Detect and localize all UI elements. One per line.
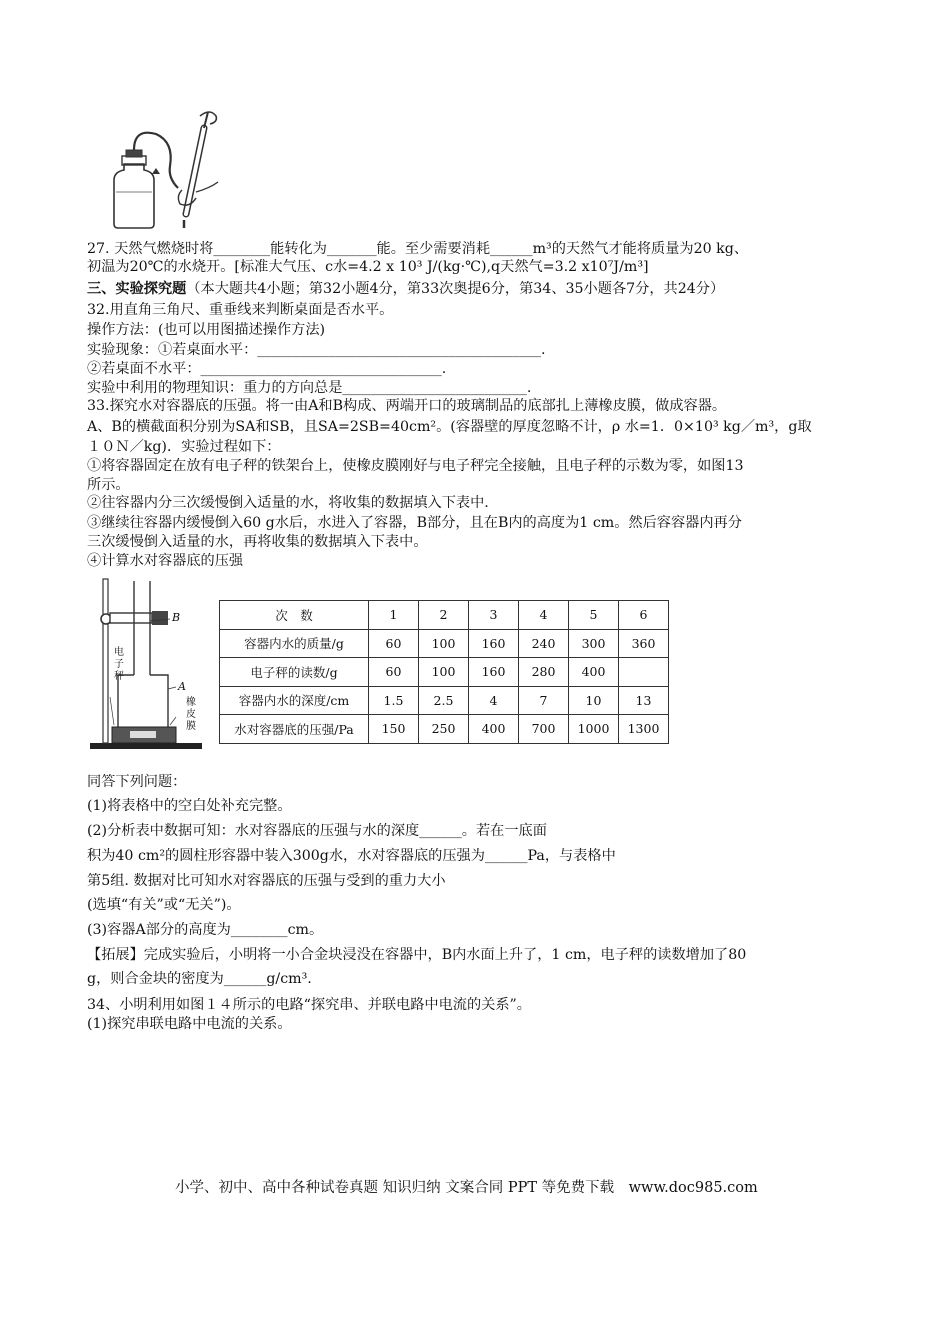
q33-line8: 三次缓慢倒入适量的水，再将收集的数据填入下表中。 [87,534,428,550]
q27-line1: 27. 天然气燃烧时将________能转化为_______能。至少需要消耗______m³的天然气才能将质量为20 kg、 [87,241,749,257]
stand-container-figure [88,577,210,757]
table-cell: 400 [469,715,519,744]
q34-line2: (1)探究串联电路中电流的关系。 [87,1016,292,1032]
q33-line7: ③继续往容器内缓慢倒入60 g水后，水进入了容器，B部分，且在B内的高度为1 cm。然后容容器内再分 [87,515,742,531]
table-row [220,658,669,687]
table-header-cell: 5 [569,601,619,630]
table-cell: 280 [519,658,569,687]
table-cell: 10 [569,686,619,715]
section-three-note: （本大题共4小题；第32小题4分，第33次奥提6分，第34、35小题各7分，共24分） [186,281,725,297]
q27-line2: 初温为20℃的水烧开。[标准大气压、c水=4.2 x 10³ J/(kg·℃),q天然气=3.2 x10⁷J/m³] [87,259,649,275]
sub-question-2-line4: (选填“有关”或“无关”)。 [87,897,241,913]
label-b: B [172,611,181,624]
table-header-row [220,601,669,630]
table-header-cell: 1 [369,601,419,630]
table-cell: 60 [369,658,419,687]
label-a: A [178,680,186,693]
section-three-heading [87,280,724,299]
sub-question-2-line3: 第5组. 数据对比可知水对容器底的压强与受到的重力大小 [87,873,446,889]
table-header-cell: 6 [619,601,669,630]
q33-line2: A、B的横截面积分别为SA和SB，且SA=2SB=40cm²。(容器壁的厚度忽略不计，ρ 水=1．0×10³ kg／m³，g取 [87,419,812,435]
sub-question-2-line1: (2)分析表中数据可知：水对容器底的压强与水的深度______。若在一底面 [87,823,547,839]
table-header-cell: 2 [419,601,469,630]
q32-line4: ②若桌面不水平：__________________________________. [87,361,447,377]
table-header-cell: 4 [519,601,569,630]
table-cell: 100 [419,629,469,658]
q33-line3: １０Ｎ／kg)．实验过程如下： [87,439,281,455]
bottle-pump-figure [100,108,230,233]
data-table [219,600,669,744]
table-cell: 400 [569,658,619,687]
q33-line1: 33.探究水对容器底的压强。将一由A和B构成、两端开口的玻璃制品的底部扎上薄橡皮膜，做成容器。 [87,398,727,414]
answer-intro: 同答下列问题： [87,774,187,790]
table-row [220,715,669,744]
sub-question-2-line2: 积为40 cm²的圆柱形容器中装入300g水，水对容器底的压强为______Pa，与表格中 [87,848,616,864]
table-cell: 160 [469,629,519,658]
table-cell: 7 [519,686,569,715]
page-footer: 小学、初中、高中各种试卷真题 知识归纳 文案合同 PPT 等免费下载 www.doc985.com [175,1180,758,1196]
table-cell: 4 [469,686,519,715]
table-row [220,686,669,715]
table-cell: 1000 [569,715,619,744]
table-cell: 150 [369,715,419,744]
q32-line1: 32.用直角三角尺、重垂线来判断桌面是否水平。 [87,302,394,318]
extension-line2: g，则合金块的密度为______g/cm³. [87,971,312,987]
table-header-cell: 次 数 [220,601,369,630]
table-cell: 水对容器底的压强/Pa [220,715,369,744]
table-cell: 容器内水的质量/g [220,629,369,658]
q33-line6: ②往容器内分三次缓慢倒入适量的水，将收集的数据填入下表中. [87,495,489,511]
label-membrane: 橡皮膜 [186,697,196,732]
table-header-cell: 3 [469,601,519,630]
q33-line5: 所示。 [87,477,130,493]
extension-line1: 【拓展】完成实验后，小明将一小合金块浸没在容器中，B内水面上升了，1 cm，电子秤的读数增加了80 [87,947,747,963]
q33-line4: ①将容器固定在放有电子秤的铁架台上，使橡皮膜刚好与电子秤完全接触，且电子秤的示数为零，如图13 [87,458,744,474]
q32-line2: 操作方法：(也可以用图描述操作方法) [87,322,326,338]
q33-line9: ④计算水对容器底的压强 [87,553,244,569]
table-cell: 13 [619,686,669,715]
table-cell: 100 [419,658,469,687]
table-cell: 60 [369,629,419,658]
table-cell [619,658,669,687]
sub-question-1: (1)将表格中的空白处补充完整。 [87,798,292,814]
table-cell: 电子秤的读数/g [220,658,369,687]
table-cell: 容器内水的深度/cm [220,686,369,715]
table-cell: 160 [469,658,519,687]
table-cell: 1.5 [369,686,419,715]
label-scale: 电子秤 [114,647,124,682]
q32-line5: 实验中利用的物理知识：重力的方向总是__________________________. [87,380,532,396]
sub-question-3: (3)容器A部分的高度为________cm。 [87,922,324,938]
table-cell: 360 [619,629,669,658]
table-cell: 700 [519,715,569,744]
q34-line1: 34、小明利用如图１４所示的电路“探究串、并联电路中电流的关系”。 [87,997,531,1013]
table-cell: 300 [569,629,619,658]
section-three-title: 三、实验探究题 [87,281,187,297]
table-cell: 2.5 [419,686,469,715]
table-cell: 240 [519,629,569,658]
table-cell: 250 [419,715,469,744]
table-cell: 1300 [619,715,669,744]
q32-line3: 实验现象：①若桌面水平：________________________________________. [87,342,546,358]
table-row [220,629,669,658]
